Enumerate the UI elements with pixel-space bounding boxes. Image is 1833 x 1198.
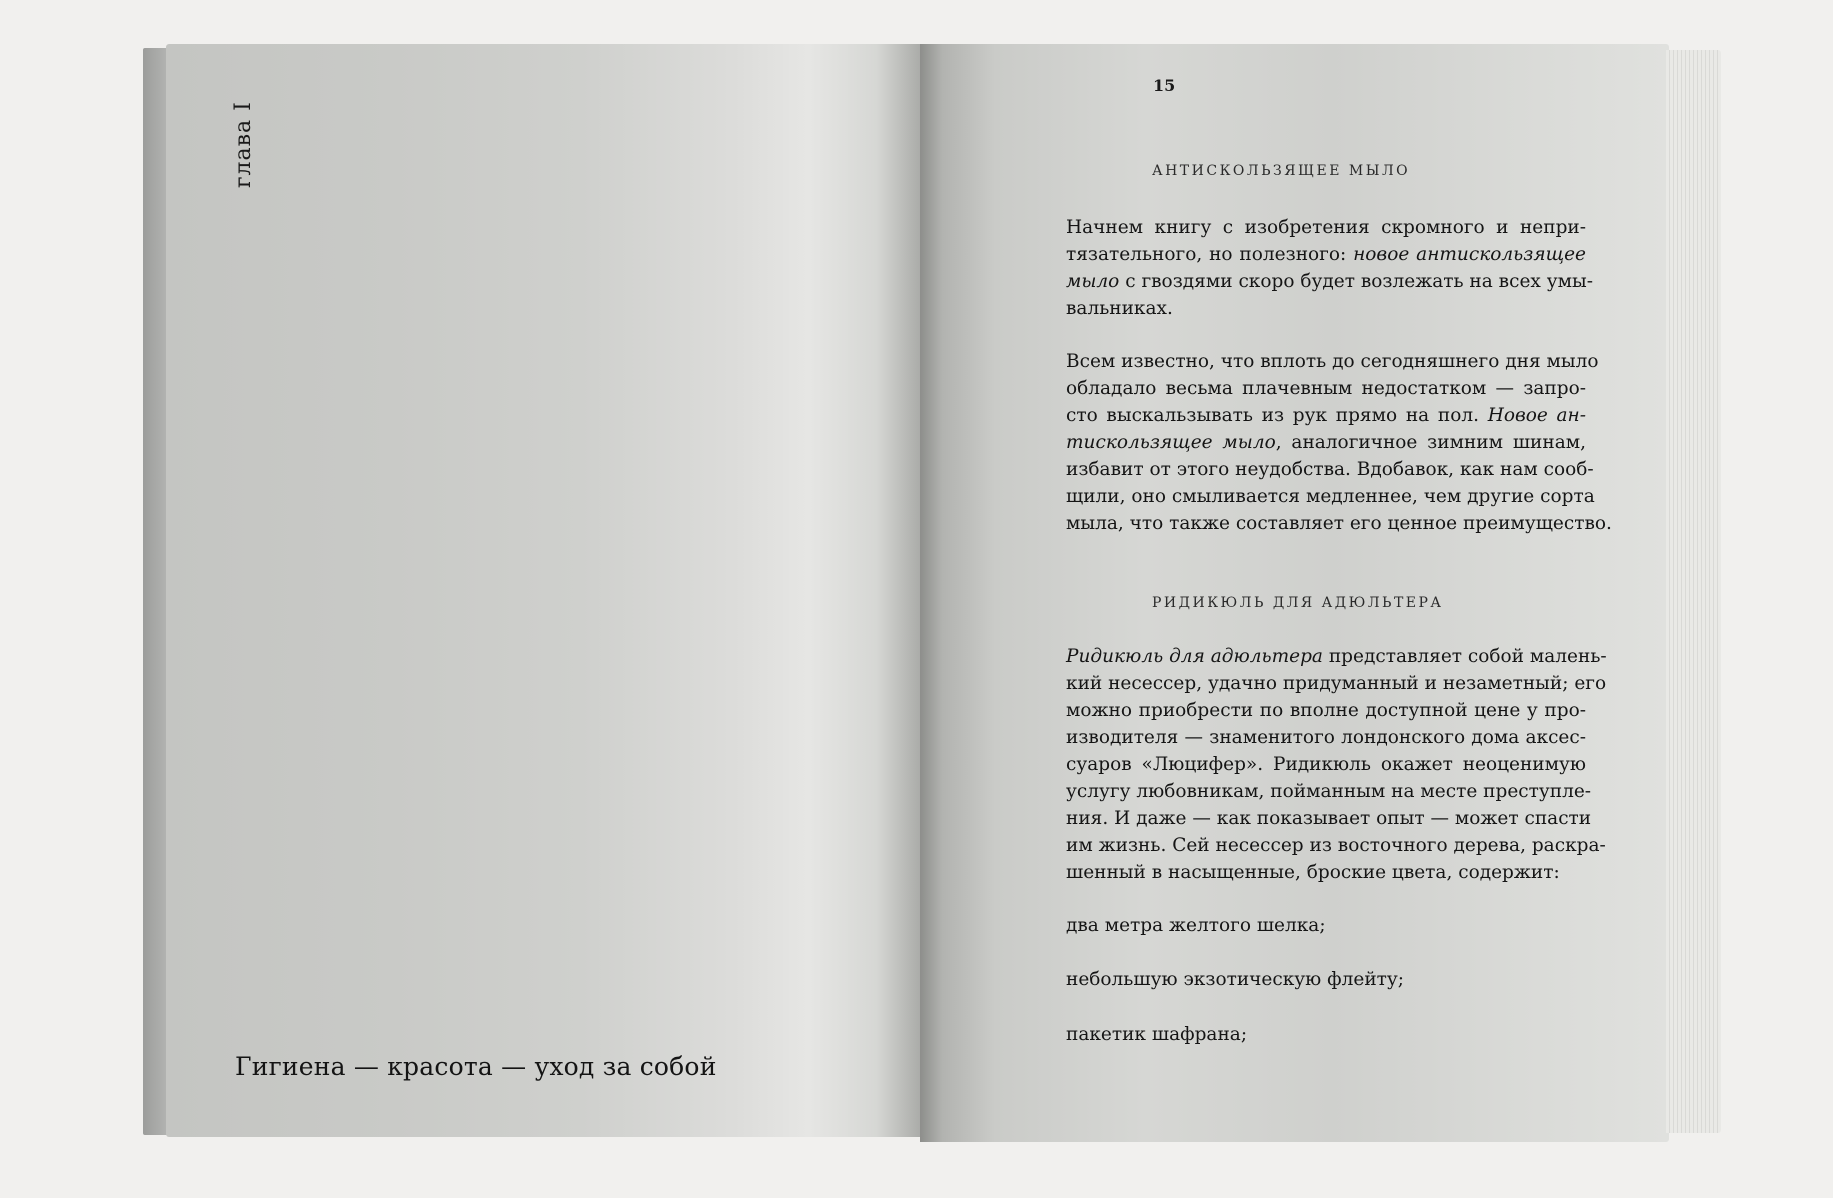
text-line: суаров «Люцифер». Ридикюль окажет неоценимую bbox=[1066, 754, 1586, 775]
text-span: тязательного, но полезного: bbox=[1066, 244, 1354, 265]
text-line bbox=[1066, 643, 1607, 670]
emphasis-span: Новое ан- bbox=[1487, 405, 1586, 426]
text-span: , аналогичное зимним шинам, bbox=[1275, 432, 1586, 453]
emphasis-span: новое антискользящее bbox=[1353, 244, 1586, 265]
paragraph-soap-details bbox=[1066, 348, 1612, 537]
text-line: вальниках. bbox=[1066, 298, 1173, 319]
text-span: сто выскальзывать из рук прямо на пол. bbox=[1066, 405, 1488, 426]
list-item: два метра желтого шелка; bbox=[1066, 915, 1326, 936]
text-line: Всем известно, что вплоть до сегодняшнего дня мыло bbox=[1066, 351, 1599, 372]
text-line: Начнем книгу с изобретения скромного и непри- bbox=[1066, 217, 1586, 238]
list-item: небольшую экзотическую флейту; bbox=[1066, 969, 1405, 990]
chapter-title: Гигиена — красота — уход за собой bbox=[235, 1052, 717, 1081]
emphasis-span: мыло bbox=[1066, 271, 1120, 292]
emphasis-span: Ридикюль для адюльтера bbox=[1066, 646, 1323, 667]
text-line bbox=[1066, 241, 1586, 268]
text-line: шенный в насыщенные, броские цвета, содержит: bbox=[1066, 862, 1560, 883]
text-line: щили, оно смыливается медленнее, чем другие сорта bbox=[1066, 486, 1595, 507]
chapter-label: глава I bbox=[231, 101, 256, 188]
section-heading-reticule: РИДИКЮЛЬ ДЛЯ АДЮЛЬТЕРА bbox=[1152, 595, 1444, 611]
text-line: обладало весьма плачевным недостатком — запро- bbox=[1066, 378, 1586, 399]
text-line bbox=[1066, 268, 1593, 295]
paragraph-soap-intro bbox=[1066, 214, 1593, 322]
text-line: мыла, что также составляет его ценное преимущество. bbox=[1066, 513, 1612, 534]
text-line: изводителя — знаменитого лондонского дома аксес- bbox=[1066, 727, 1586, 748]
text-line: можно приобрести по вполне доступной цене у про- bbox=[1066, 700, 1586, 721]
list-item: пакетик шафрана; bbox=[1066, 1024, 1248, 1045]
text-line: им жизнь. Сей несессер из восточного дерева, раскра- bbox=[1066, 835, 1606, 856]
text-line: избавит от этого неудобства. Вдобавок, как нам сооб- bbox=[1066, 459, 1594, 480]
section-heading-soap: АНТИСКОЛЬЗЯЩЕЕ МЫЛО bbox=[1152, 163, 1411, 179]
text-line bbox=[1066, 429, 1586, 456]
text-line bbox=[1066, 402, 1586, 429]
text-line: услугу любовникам, пойманным на месте преступле- bbox=[1066, 781, 1592, 802]
text-line: ния. И даже — как показывает опыт — может спасти bbox=[1066, 808, 1592, 829]
page-number: 15 bbox=[1153, 76, 1176, 95]
text-line: кий несессер, удачно придуманный и незаметный; его bbox=[1066, 673, 1607, 694]
text-span: представляет собой малень- bbox=[1322, 646, 1607, 667]
emphasis-span: тискользящее мыло bbox=[1066, 432, 1276, 453]
left-page bbox=[166, 44, 922, 1137]
right-page-edge bbox=[1666, 50, 1721, 1133]
paragraph-reticule bbox=[1066, 643, 1607, 886]
text-span: с гвоздями скоро будет возлежать на всех умы- bbox=[1119, 271, 1593, 292]
